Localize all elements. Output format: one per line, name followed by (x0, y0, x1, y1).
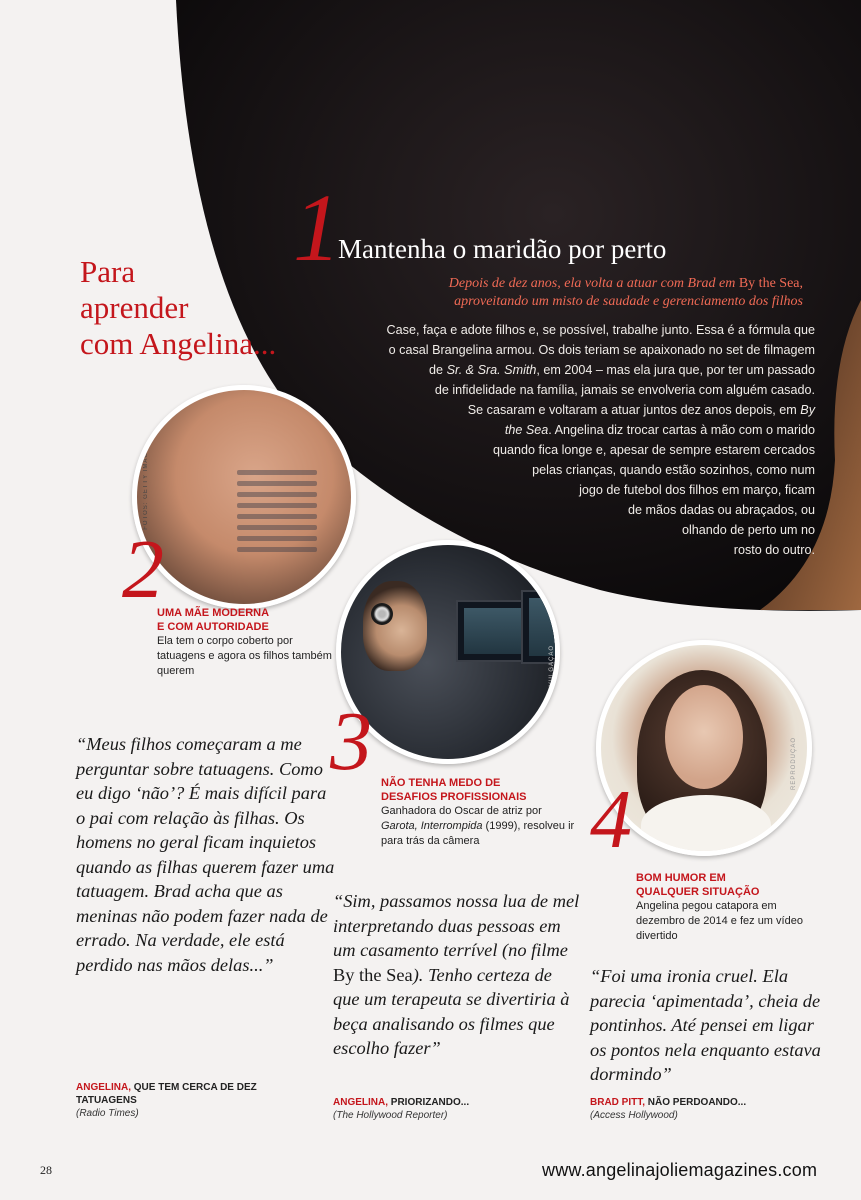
item1-subtitle (333, 275, 803, 311)
quote-author-desc: NÃO PERDOANDO... (645, 1097, 747, 1108)
tattoo-text-marks (237, 470, 317, 558)
heading-line: Para (80, 254, 136, 289)
quote-source: (The Hollywood Reporter) (333, 1110, 448, 1121)
tip-title-line: E COM AUTORIDADE (157, 621, 269, 633)
quote-3: “Foi uma ironia cruel. Ela parecia ‘apimentada’, cheia de pontinhos. Até pensei em ligar os pontos nela enquanto estava dormindo” (590, 966, 821, 1084)
item-number-4: 4 (590, 773, 632, 866)
tip-2 (157, 606, 342, 679)
headphones-graphic (371, 603, 393, 625)
quote-1-attribution (76, 1081, 296, 1120)
body-text: de (429, 363, 447, 377)
quote-text-part: ). Tenho certeza de que um terapeuta se divertiria à beça analisando os filmes que escolho fazer” (333, 964, 570, 1058)
quote-3-attribution (590, 1096, 810, 1122)
quote-film-title: By the Sea (333, 964, 413, 985)
quote-author: ANGELINA, (333, 1097, 388, 1108)
quote-text-part: “Sim, passamos nossa lua de mel interpretando duas pessoas em um casamento terrível (no filme (333, 891, 580, 960)
page-number: 28 (40, 1163, 52, 1177)
tip-3 (381, 776, 581, 849)
director-silhouette (363, 581, 427, 671)
photo-credit: FOTOS: GETTY IMAGES (143, 442, 149, 530)
item1-title: Mantenha o maridão por perto (338, 234, 667, 264)
body-line: o casal Brangelina armou. Os dois teriam se apaixonado no set de filmagem (388, 343, 815, 357)
body-film-title: Sr. & Sra. Smith (446, 363, 537, 377)
heading-line: com Angelina... (80, 326, 277, 361)
body-text: , em 2004 – mas ela jura que, por ter um passado (536, 363, 815, 377)
quote-author: ANGELINA, (76, 1082, 131, 1093)
body-line: quando fica longe e, apesar de sempre estarem cercados (492, 443, 815, 457)
item1-subtitle-part: Depois de dez anos, ela volta a atuar com Brad em (448, 276, 739, 291)
shoulders-graphic (641, 795, 771, 855)
tip-text (381, 804, 581, 849)
quote-1: “Meus filhos começaram a me perguntar sobre tatuagens. Como eu digo ‘não’? É mais difícil para o pai com relação às filhas. Os homens no geral ficam inquietos quando as filhas querem fazer uma tatuagem. Brad acha que as meninas não podem fazer nada de errado. Na verdade, ele está perdido nas mãos delas...” (76, 734, 335, 975)
quote-author-desc: PRIORIZANDO... (388, 1097, 470, 1108)
item1-subtitle-part: aproveitando um misto de saudade e gerenciamento dos filhos (454, 294, 803, 309)
body-line: rosto do outro. (733, 543, 815, 557)
tip-text-part: Ganhadora do Oscar de atriz por (381, 805, 542, 817)
body-line: Case, faça e adote filhos e, se possível, trabalhe junto. Essa é a fórmula que (386, 323, 815, 337)
tip-4 (636, 871, 806, 944)
item-number-3: 3 (330, 695, 372, 788)
body-line: de mãos dadas ou abraçados, ou (628, 503, 815, 517)
tip-title-line: BOM HUMOR EM (636, 872, 726, 884)
item1-subtitle-film: By the Sea, (738, 276, 803, 291)
monitor-graphic (456, 600, 530, 662)
body-line (330, 420, 815, 440)
photo-credit: DIVULGAÇÃO (549, 645, 555, 695)
quote-author: BRAD PITT, (590, 1097, 645, 1108)
item-number-1: 1 (293, 174, 341, 281)
body-text: . Angelina diz trocar cartas à mão com o marido (548, 423, 815, 437)
quote-2-attribution (333, 1096, 553, 1122)
heading-line: aprender (80, 290, 189, 325)
body-line: jogo de futebol dos filhos em março, ficam (579, 483, 815, 497)
photo-credit: REPRODUÇÃO (791, 737, 797, 791)
body-film-title: By (800, 403, 815, 417)
body-line (330, 400, 815, 420)
tip-title-line: UMA MÃE MODERNA (157, 607, 270, 619)
website-watermark: www.angelinajoliemagazines.com (542, 1160, 818, 1180)
tip-text-part: (1999), resolveu ir para trás da câmera (381, 820, 575, 847)
body-line: pelas crianças, quando estão sozinhos, como num (532, 463, 815, 477)
tip-title-line: QUALQUER SITUAÇÃO (636, 886, 760, 898)
quote-author-desc: QUE TEM CERCA DE DEZ TATUAGENS (76, 1082, 257, 1106)
tip-text: Ela tem o corpo coberto por tatuagens e agora os filhos também querem (157, 635, 332, 677)
item1-body (330, 320, 815, 560)
quote-source: (Radio Times) (76, 1108, 139, 1119)
body-film-title: the Sea (504, 423, 549, 437)
body-line (330, 360, 815, 380)
tip-text: Angelina pegou catapora em dezembro de 2014 e fez um vídeo divertido (636, 900, 803, 942)
body-text: Se casaram e voltaram a atuar juntos dez anos depois, em (467, 403, 801, 417)
tip-title-line: NÃO TENHA MEDO DE (381, 777, 501, 789)
quote-2 (333, 889, 583, 1061)
tip-title-line: DESAFIOS PROFISSIONAIS (381, 791, 527, 803)
face-graphic (665, 685, 743, 789)
item-number-2: 2 (122, 523, 164, 616)
tip-film-title: Garota, Interrompida (381, 820, 483, 832)
body-line: de infidelidade na família, jamais se envolveria com alguém casado. (434, 383, 815, 397)
tattoo-arm-photo (132, 385, 356, 609)
quote-source: (Access Hollywood) (590, 1110, 678, 1121)
body-line: olhando de perto um no (681, 523, 815, 537)
